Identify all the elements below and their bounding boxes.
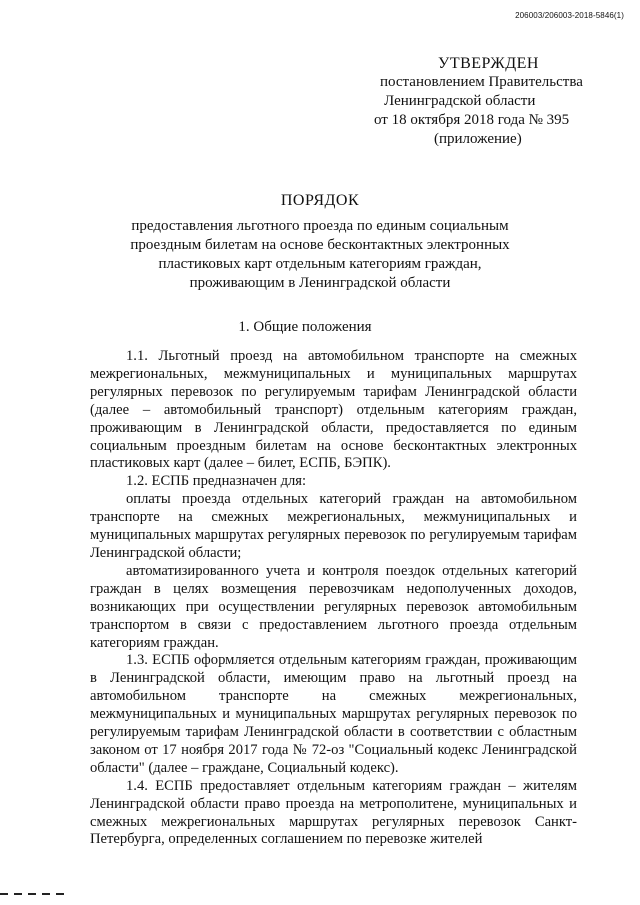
approval-heading: УТВЕРЖДЕН	[438, 55, 539, 72]
title-subtitle	[0, 217, 640, 293]
edge-mark	[0, 893, 8, 895]
subtitle-line: проездным билетам на основе бесконтактных электронных	[130, 237, 510, 253]
approval-date-line: от 18 октября 2018 года № 395	[374, 112, 570, 128]
document-body	[90, 348, 577, 849]
document-number: 206003/206003-2018-5846(1)	[515, 11, 624, 20]
scan-edge-marks	[0, 893, 80, 897]
paragraph-1-2-item-2: автоматизированного учета и контроля поездок отдельных категорий граждан в целях возмещения перевозчикам недополученных доходов, возникающих при осуществлении регулярных перевозок автомобильным транспортом в связи с предоставлением льготного проезда отдельным категориям граждан.	[90, 562, 577, 651]
paragraph-1-1: 1.1. Льготный проезд на автомобильном транспорте на смежных межрегиональных, межмуниципальных и муниципальных маршрутах регулярных перевозок по регулируемым тарифам Ленинградской области (далее – автомобильный транспорт) отдельным категориям граждан, проживающим в Ленинградской области, предоставляется по единым социальным проездным билетам на основе бесконтактных электронных пластиковых карт (далее – билет, ЕСПБ, БЭПК).	[90, 348, 577, 472]
title-main: ПОРЯДОК	[280, 192, 360, 209]
paragraph-1-3: 1.3. ЕСПБ оформляется отдельным категориям граждан, проживающим в Ленинградской области, имеющим право на льготный проезд на автомобильном транспорте на смежных межрегиональных, межмуниципальных и муниципальных маршрутах регулярных перевозок по регулируемым тарифам Ленинградской области в соответствии с областным законом от 17 ноября 2017 года № 72-оз "Социальный кодекс Ленинградской области" (далее – граждане, Социальный кодекс).	[90, 652, 577, 776]
edge-mark	[56, 893, 64, 895]
section-heading: 1. Общие положения	[238, 319, 372, 335]
subtitle-line: пластиковых карт отдельным категориям граждан,	[158, 256, 482, 272]
approval-block	[370, 54, 620, 149]
approval-line: Ленинградской области	[384, 93, 536, 109]
approval-line: постановлением Правительства	[380, 74, 583, 90]
subtitle-line: проживающим в Ленинградской области	[189, 275, 451, 291]
paragraph-1-2-item-1: оплаты проезда отдельных категорий граждан на автомобильном транспорте на смежных межрегиональных, межмуниципальных и муниципальных маршрутах регулярных перевозок по регулируемым тарифам Ленинградской области;	[90, 491, 577, 561]
subtitle-line: предоставления льготного проезда по единым социальным	[131, 218, 509, 234]
edge-mark	[14, 893, 22, 895]
edge-mark	[28, 893, 36, 895]
document-title	[0, 190, 640, 293]
edge-mark	[42, 893, 50, 895]
approval-appendix-note: (приложение)	[434, 131, 522, 147]
paragraph-1-4: 1.4. ЕСПБ предоставляет отдельным категориям граждан – жителям Ленинградской области право проезда на метрополитене, муниципальных и смежных межрегиональных маршрутах регулярных перевозок Санкт-Петербурга, определенных соглашением по перевозке жителей	[90, 777, 577, 848]
paragraph-1-2: 1.2. ЕСПБ предназначен для:	[126, 473, 307, 490]
